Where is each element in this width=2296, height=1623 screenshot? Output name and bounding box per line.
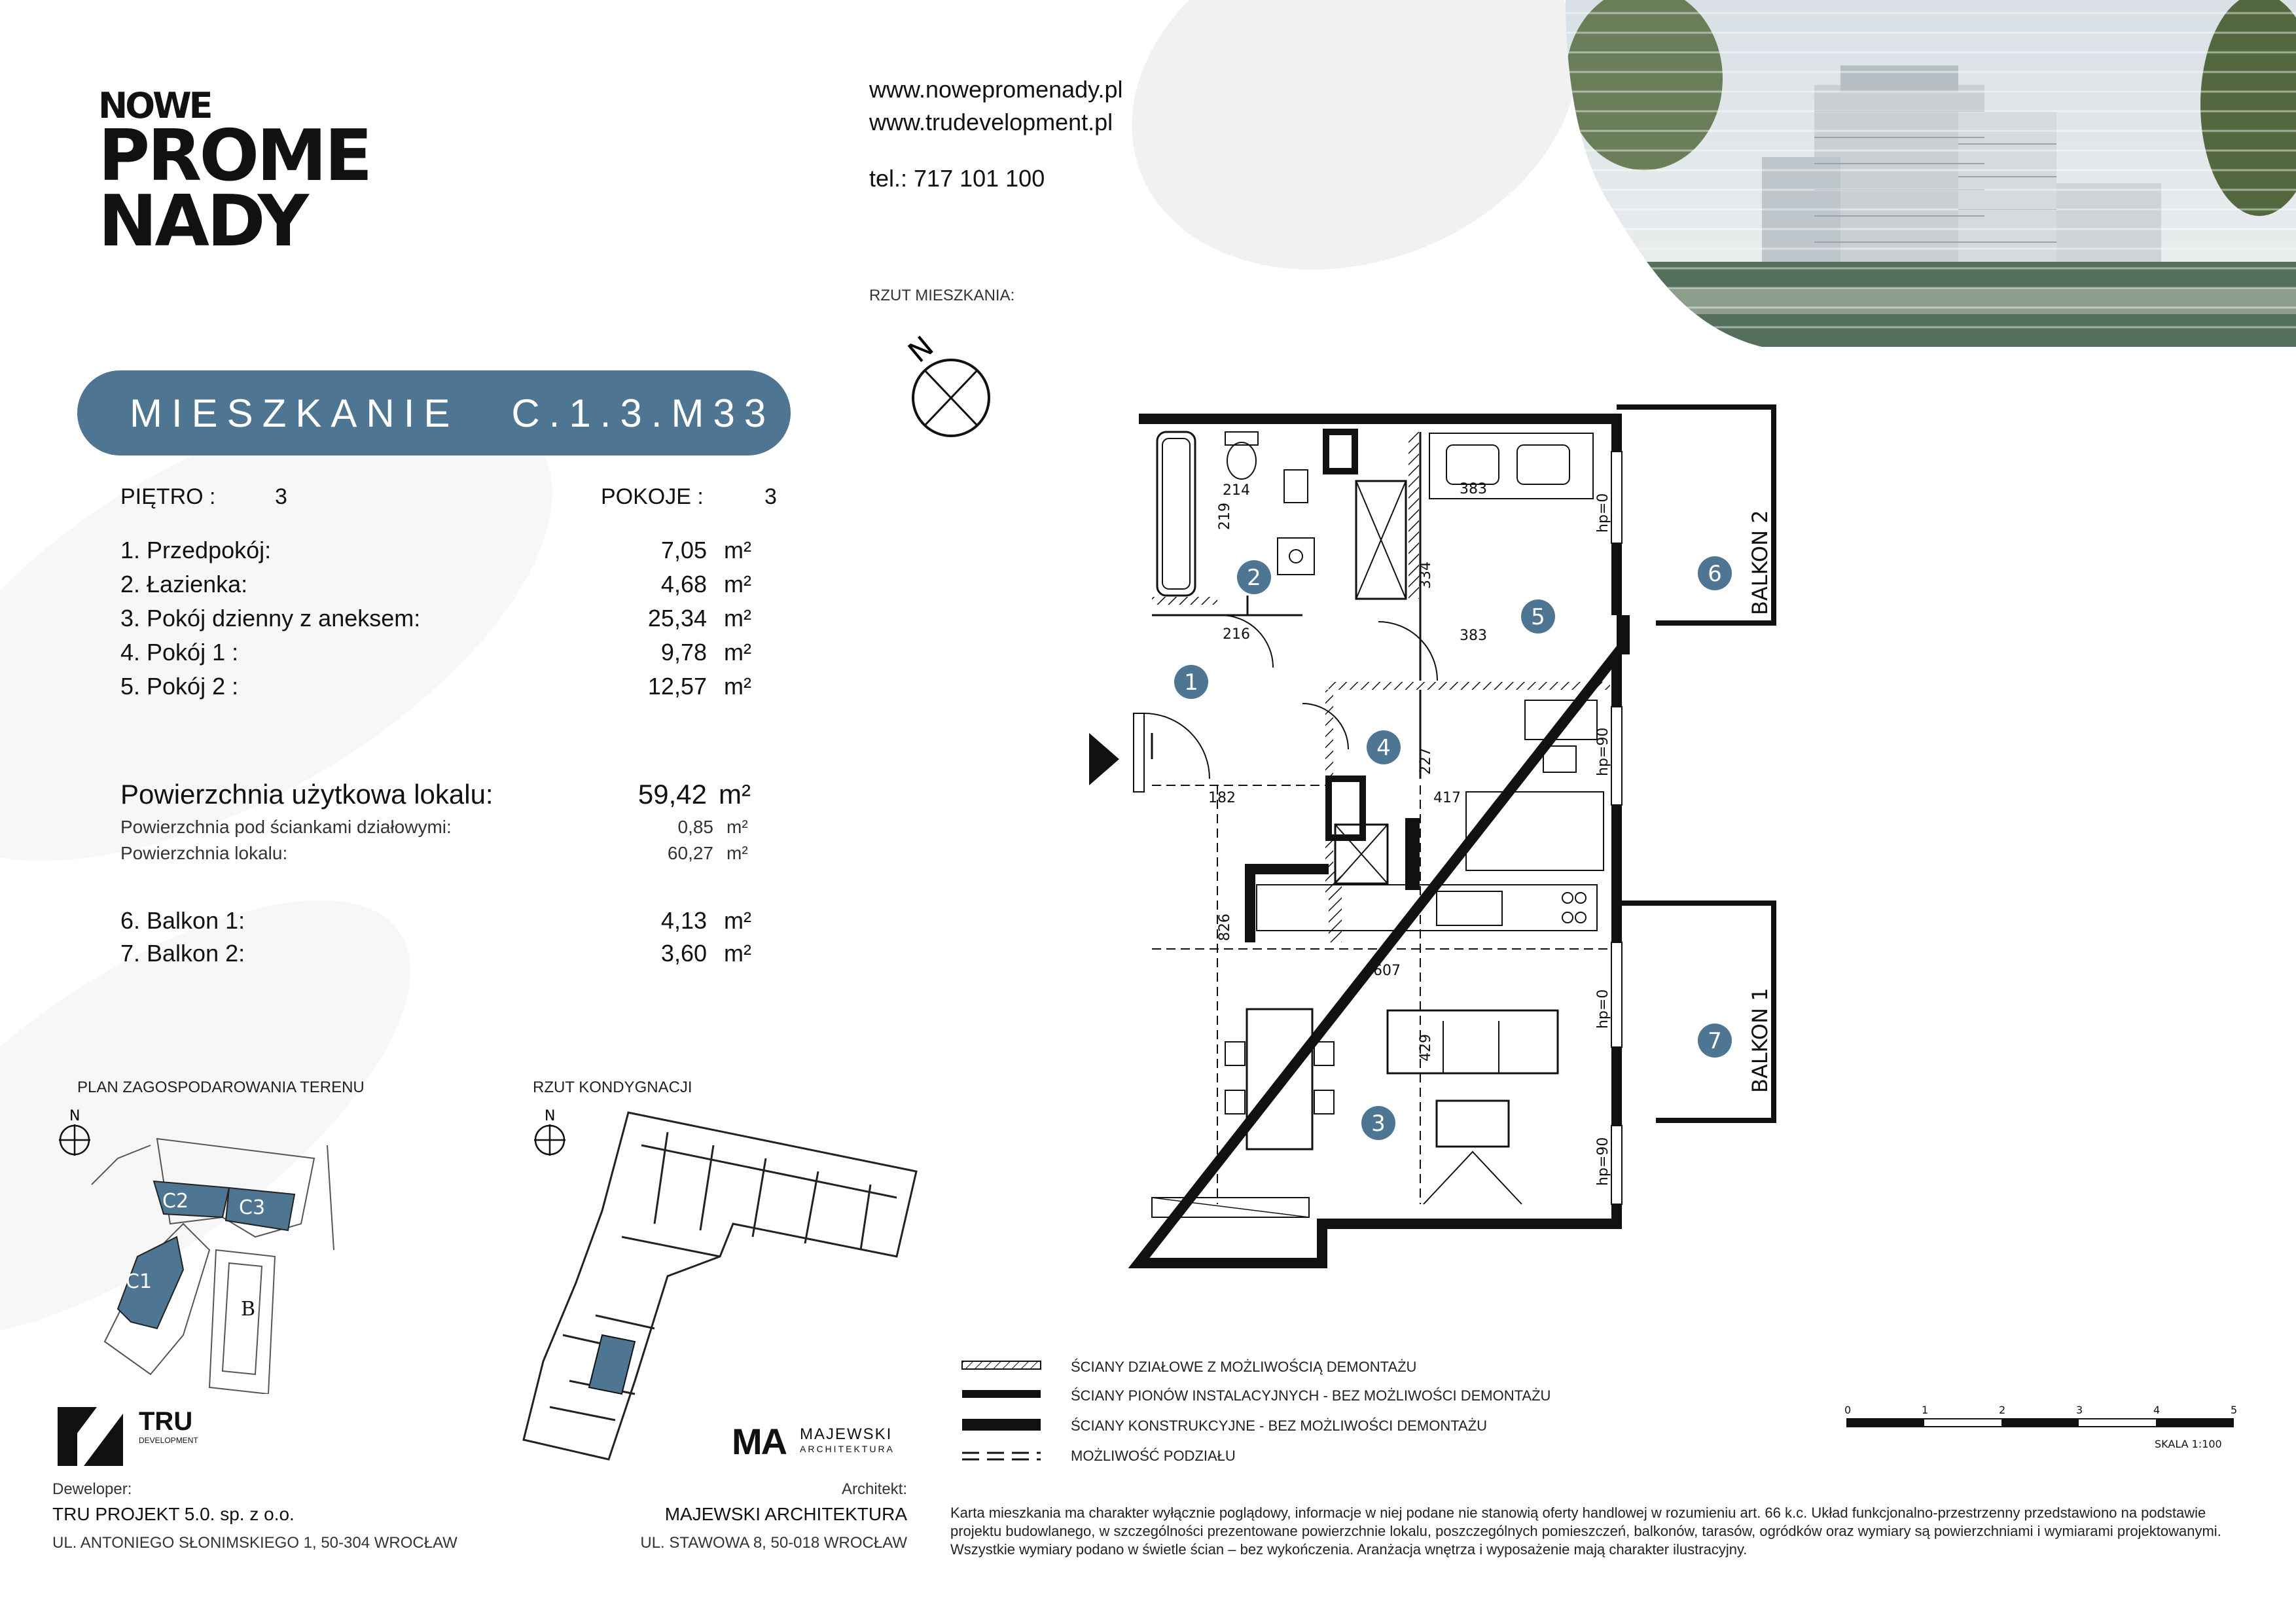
dimension-label: 216 xyxy=(1223,626,1250,643)
total-area-label: Powierzchnia lokalu: xyxy=(120,843,288,863)
scale-bar xyxy=(1839,1400,2291,1466)
floor-north-letter: N xyxy=(545,1108,556,1124)
partition-wall xyxy=(1329,682,1610,690)
hp-label: hp=0 xyxy=(1595,493,1611,533)
dimension-label: 214 xyxy=(1223,482,1250,499)
room-unit: m² xyxy=(724,639,751,666)
architect-address: UL. STAWOWA 8, 50-018 WROCŁAW xyxy=(640,1534,907,1552)
usable-area-unit: m² xyxy=(719,779,751,810)
dimension-label: 334 xyxy=(1418,562,1434,589)
balcony-name-label: BALKON 2 xyxy=(1748,510,1772,615)
dimension-label: 383 xyxy=(1460,481,1487,497)
website-link-2[interactable]: www.trudevelopment.pl xyxy=(869,109,1113,135)
tru-logo-sub: DEVELOPMENT xyxy=(139,1436,198,1445)
dimension-label: 219 xyxy=(1217,503,1233,530)
scale-tick-label: 0 xyxy=(1844,1404,1852,1416)
room-unit: m² xyxy=(724,605,751,632)
floor-plan-label: RZUT KONDYGNACJI xyxy=(533,1079,692,1096)
partition-area-unit: m² xyxy=(726,817,748,837)
building-render-image xyxy=(1566,0,2296,347)
balcony-value: 3,60 xyxy=(660,940,707,967)
ma-logo-name: MAJEWSKI xyxy=(800,1425,893,1443)
scale-tick-label: 4 xyxy=(2153,1404,2161,1416)
tru-logo-icon xyxy=(58,1407,136,1466)
building-label: B xyxy=(241,1298,256,1321)
title-code: C.1.3.M33 xyxy=(511,391,776,435)
room-value: 25,34 xyxy=(647,605,707,632)
site-north-letter: N xyxy=(69,1108,81,1124)
brand-logo xyxy=(98,85,370,262)
room-number-badge: 6 xyxy=(1708,561,1722,587)
room-value: 12,57 xyxy=(647,673,707,700)
total-area-value: 60,27 xyxy=(667,843,713,863)
room-number-badge: 3 xyxy=(1371,1111,1386,1137)
architect-name: MAJEWSKI ARCHITEKTURA xyxy=(664,1504,907,1524)
room-number-badge: 5 xyxy=(1531,604,1545,630)
title-word: MIESZKANIE xyxy=(130,391,459,435)
ma-logo: MA xyxy=(732,1421,787,1462)
room-number-badge: 7 xyxy=(1708,1028,1722,1054)
scale-tick-label: 5 xyxy=(2231,1404,2238,1416)
room-label: 3. Pokój dzienny z aneksem: xyxy=(120,605,421,632)
apartment-title-pill xyxy=(77,370,791,455)
usable-area-value: 59,42 xyxy=(637,779,707,810)
balcony-labels xyxy=(1748,510,1772,1093)
legend-item: ŚCIANY KONSTRUKCYJNE - BEZ MOŻLIWOŚCI DEMONTAŻU xyxy=(1071,1418,1488,1434)
building-label: C2 xyxy=(162,1190,189,1213)
balcony-value: 4,13 xyxy=(660,907,707,934)
legend-item: ŚCIANY DZIAŁOWE Z MOŻLIWOŚCIĄ DEMONTAŻU xyxy=(1071,1359,1417,1375)
floor-value: 3 xyxy=(275,484,287,509)
room-value: 4,68 xyxy=(660,571,707,597)
disclaimer-text: Karta mieszkania ma charakter wyłącznie poglądowy, informacje w niej podane nie stanowią oferty handlowej w rozumieniu art. 66 k.c. Układ funkcjonalno-przestrzenny przedstawiono na podstawie projektu budowlanego, w szczególności prezentowane powierzchnie lokalu, poszczególnych pomieszczeń, balkonów, tarasów, ogródków oraz wymiary są powierzchniami i wymiarami projektowanymi. Wszystkie wymiary podano w świetle ścian – bez wykończenia. Aranżacja wnętrza i wyposażenie mają charakter ilustracyjny. xyxy=(950,1505,2221,1558)
total-area-unit: m² xyxy=(726,843,748,863)
legend-symbols xyxy=(960,1356,1045,1474)
room-badges xyxy=(1174,556,1732,1140)
building-label: C1 xyxy=(126,1270,152,1293)
developer-name: TRU PROJEKT 5.0. sp. z o.o. xyxy=(52,1504,295,1524)
website-links xyxy=(869,73,1123,139)
apartment-floor-plan xyxy=(1080,393,1865,1289)
room-label: 4. Pokój 1 : xyxy=(120,639,239,666)
room-label: 1. Przedpokój: xyxy=(120,537,272,563)
floor-plan-thumbnail xyxy=(504,1106,923,1472)
room-value: 9,78 xyxy=(660,639,707,666)
tru-logo-text: TRU xyxy=(139,1407,193,1436)
dimension-label: 227 xyxy=(1418,747,1434,775)
hp-label: hp=90 xyxy=(1595,727,1611,776)
room-value: 7,05 xyxy=(660,537,707,563)
dimension-label: 429 xyxy=(1418,1034,1434,1061)
room-unit: m² xyxy=(724,673,751,700)
plan-label: RZUT MIESZKANIA: xyxy=(869,287,1015,304)
rooms-value: 3 xyxy=(764,484,777,509)
logo-line1: NOWE xyxy=(98,85,211,126)
usable-area-label: Powierzchnia użytkowa lokalu: xyxy=(120,779,493,810)
decor-swoosh-top xyxy=(1081,0,1628,330)
dimension-label: 417 xyxy=(1433,790,1461,806)
architect-label: Architekt: xyxy=(841,1480,907,1498)
floor-label: PIĘTRO : xyxy=(120,484,216,509)
building-label: C3 xyxy=(239,1196,266,1219)
scale-tick-label: 1 xyxy=(1922,1404,1929,1416)
phone-number[interactable]: tel.: 717 101 100 xyxy=(869,165,1045,192)
room-number-badge: 1 xyxy=(1184,669,1198,696)
north-compass-icon xyxy=(895,327,1000,445)
balcony-unit: m² xyxy=(724,940,751,967)
legend-item: MOŻLIWOŚĆ PODZIAŁU xyxy=(1071,1448,1236,1464)
site-plan-drawing xyxy=(79,1119,353,1394)
rooms-label: POKOJE : xyxy=(601,484,704,509)
balcony-unit: m² xyxy=(724,907,751,934)
balcony-name-label: BALKON 1 xyxy=(1748,988,1772,1093)
developer-address: UL. ANTONIEGO SŁONIMSKIEGO 1, 50-304 WROCŁAW xyxy=(52,1534,457,1552)
balcony-label: 7. Balkon 2: xyxy=(120,940,245,967)
room-unit: m² xyxy=(724,571,751,597)
logo-line3: NADY xyxy=(98,181,306,262)
partition-area-value: 0,85 xyxy=(677,817,713,837)
scale-label: SKALA 1:100 xyxy=(2155,1438,2222,1450)
room-number-badge: 4 xyxy=(1376,735,1391,761)
scale-tick-label: 3 xyxy=(2076,1404,2083,1416)
room-unit: m² xyxy=(724,537,751,563)
scale-tick-label: 2 xyxy=(1999,1404,2006,1416)
logo-line2: PROME xyxy=(98,115,370,197)
room-label: 5. Pokój 2 : xyxy=(120,673,239,700)
ma-logo-sub: ARCHITEKTURA xyxy=(800,1444,895,1454)
website-link-1[interactable]: www.nowepromenady.pl xyxy=(869,76,1123,103)
partition-wall xyxy=(1152,597,1217,605)
dimension-label: 826 xyxy=(1217,914,1233,941)
hp-label: hp=90 xyxy=(1595,1137,1611,1186)
dimension-label: 607 xyxy=(1373,963,1401,979)
room-label: 2. Łazienka: xyxy=(120,571,248,597)
hp-label: hp=0 xyxy=(1595,989,1611,1029)
dimension-label: 383 xyxy=(1460,628,1487,644)
room-number-badge: 2 xyxy=(1247,565,1261,591)
partition-area-label: Powierzchnia pod ściankami działowymi: xyxy=(120,817,452,837)
dimension-label: 182 xyxy=(1208,790,1236,806)
developer-label: Deweloper: xyxy=(52,1480,132,1498)
compass-north-letter: N xyxy=(902,330,941,370)
balcony-label: 6. Balkon 1: xyxy=(120,907,245,934)
entrance-arrow-icon xyxy=(1089,733,1119,785)
site-plan-label: PLAN ZAGOSPODAROWANIA TERENU xyxy=(77,1079,365,1096)
legend-item: ŚCIANY PIONÓW INSTALACYJNYCH - BEZ MOŻLIWOŚCI DEMONTAŻU xyxy=(1071,1387,1551,1404)
